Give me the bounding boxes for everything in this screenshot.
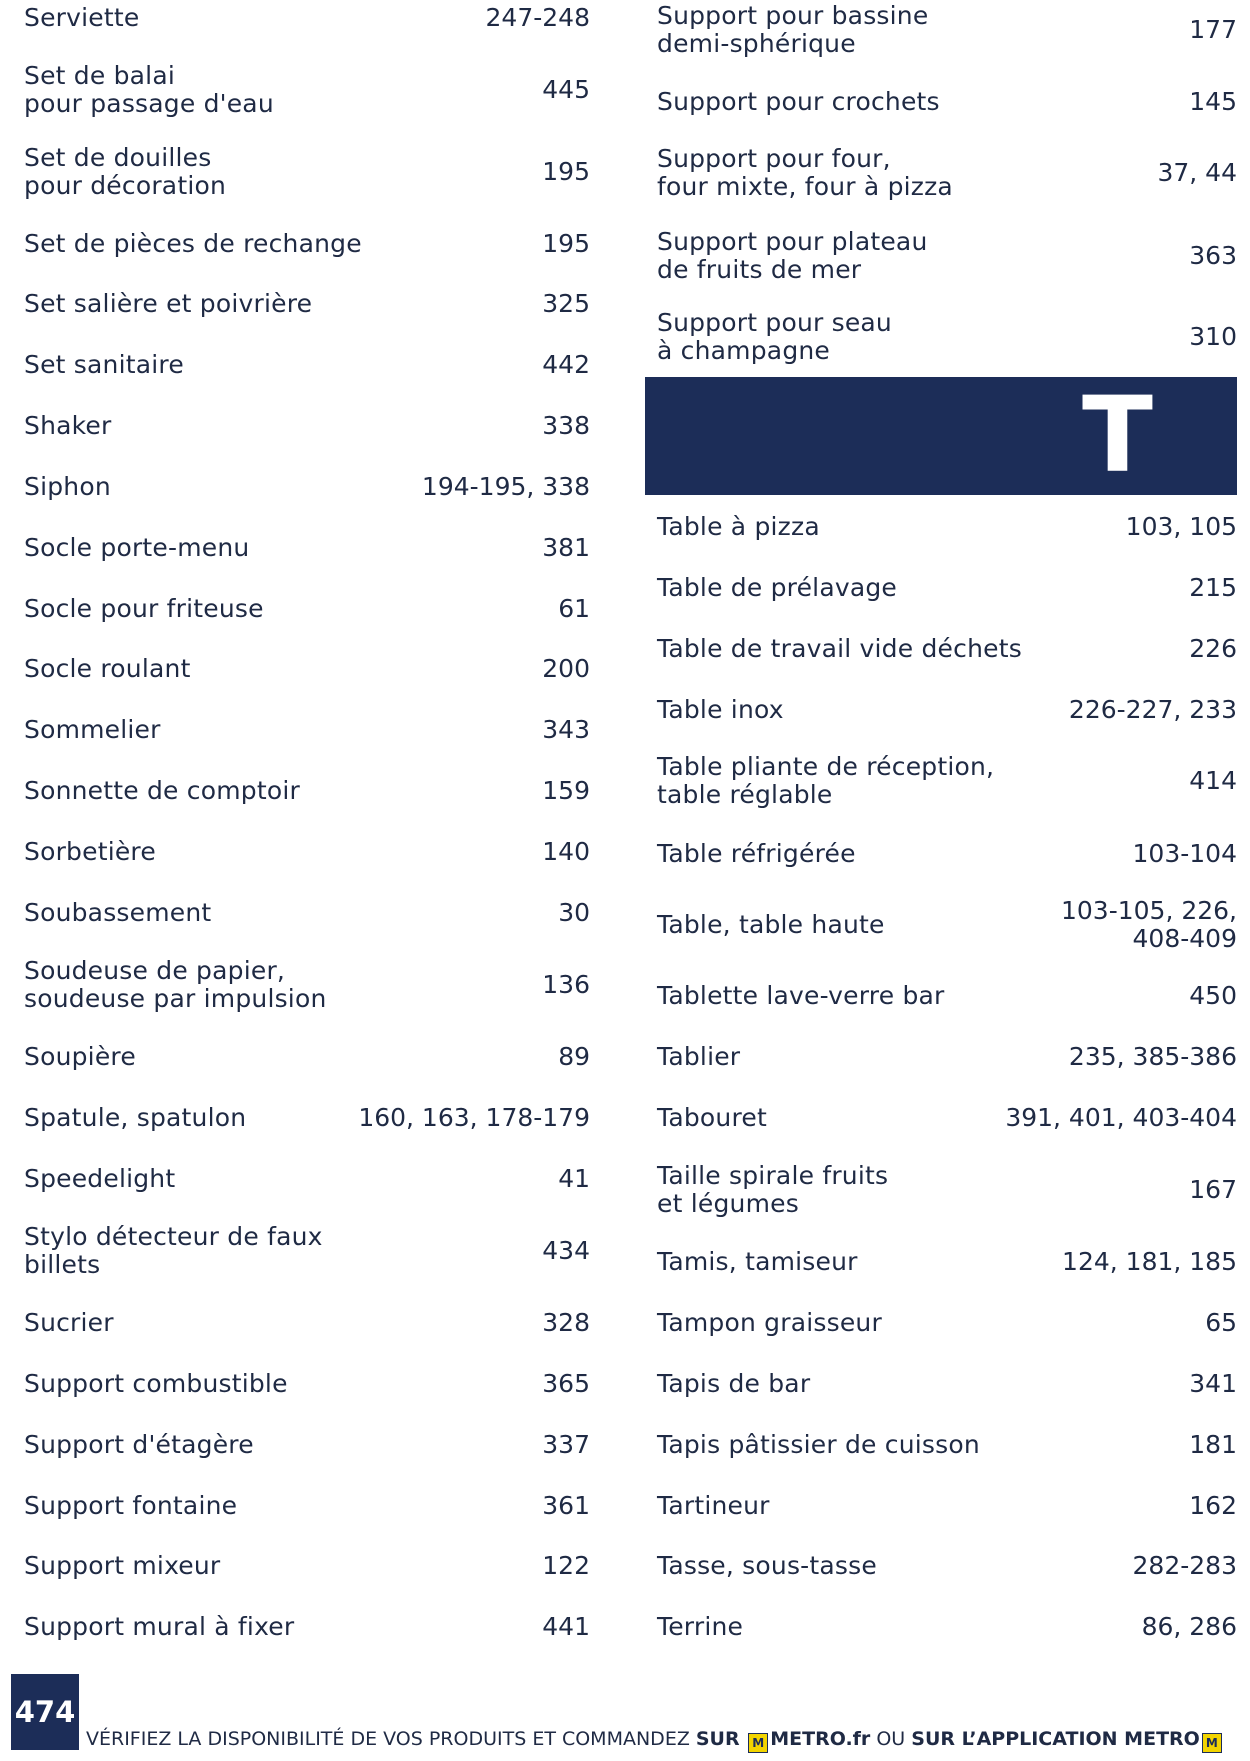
entry-name: Sucrier bbox=[24, 1308, 114, 1337]
index-entry bbox=[0, 1027, 602, 1087]
footer-text-part2: OU bbox=[870, 1728, 912, 1750]
entry-name: Table, table haute bbox=[657, 910, 885, 939]
section-letter-banner bbox=[645, 374, 1237, 496]
entry-pages: 194-195, 338 bbox=[421, 472, 590, 501]
index-entry bbox=[645, 1597, 1250, 1657]
entry-pages: 247-248 bbox=[485, 3, 590, 32]
page-number: 474 bbox=[14, 1695, 76, 1729]
metro-app-logo-icon: M bbox=[1202, 1733, 1222, 1753]
entry-name: Tablier bbox=[657, 1042, 741, 1071]
entry-name: Table de prélavage bbox=[657, 573, 898, 602]
entry-name: Table pliante de réception, table réglable bbox=[657, 752, 995, 809]
index-entry bbox=[645, 226, 1250, 286]
entry-name: Set de pièces de rechange bbox=[24, 229, 362, 258]
entry-pages: 450 bbox=[1189, 981, 1237, 1010]
entry-pages: 89 bbox=[558, 1042, 590, 1071]
entry-pages: 381 bbox=[542, 533, 590, 562]
entry-name: Support d'étagère bbox=[24, 1430, 254, 1459]
entry-name: Sommelier bbox=[24, 715, 161, 744]
index-entry bbox=[0, 955, 602, 1015]
entry-name: Spatule, spatulon bbox=[24, 1103, 247, 1132]
entry-pages: 167 bbox=[1189, 1175, 1237, 1204]
entry-name: Support pour crochets bbox=[657, 87, 940, 116]
entry-name: Support combustible bbox=[24, 1369, 288, 1398]
entry-name: Tapis de bar bbox=[657, 1369, 811, 1398]
index-entry bbox=[0, 0, 602, 48]
entry-name: Set de douilles pour décoration bbox=[24, 143, 227, 200]
entry-pages: 310 bbox=[1189, 322, 1237, 351]
entry-name: Socle porte-menu bbox=[24, 533, 250, 562]
entry-name: Support mixeur bbox=[24, 1551, 221, 1580]
index-entry bbox=[0, 579, 602, 639]
entry-pages: 215 bbox=[1189, 573, 1237, 602]
entry-pages: 434 bbox=[542, 1236, 590, 1265]
entry-name: Socle roulant bbox=[24, 654, 191, 683]
entry-name: Table de travail vide déchets bbox=[657, 634, 1022, 663]
entry-name: Soubassement bbox=[24, 898, 212, 927]
index-entry bbox=[645, 619, 1250, 679]
entry-name: Siphon bbox=[24, 472, 111, 501]
index-entry bbox=[645, 1160, 1250, 1220]
entry-pages: 341 bbox=[1189, 1369, 1237, 1398]
entry-pages: 343 bbox=[542, 715, 590, 744]
entry-name: Tasse, sous-tasse bbox=[657, 1551, 877, 1580]
footer-text-bold3: SUR L’APPLICATION METRO bbox=[911, 1728, 1200, 1750]
entry-name: Socle pour friteuse bbox=[24, 594, 264, 623]
entry-name: Set de balai pour passage d'eau bbox=[24, 61, 274, 118]
index-entry bbox=[0, 214, 602, 274]
entry-name: Support fontaine bbox=[24, 1491, 238, 1520]
entry-name: Support pour seau à champagne bbox=[657, 308, 892, 365]
entry-pages: 325 bbox=[542, 289, 590, 318]
entry-pages: 445 bbox=[542, 75, 590, 104]
entry-name: Tablette lave-verre bar bbox=[657, 981, 945, 1010]
index-entry bbox=[645, 497, 1250, 557]
index-entry bbox=[0, 1415, 602, 1475]
entry-pages: 226-227, 233 bbox=[1068, 695, 1237, 724]
index-entry bbox=[0, 335, 602, 395]
index-entry bbox=[645, 966, 1250, 1026]
index-entry bbox=[0, 396, 602, 456]
entry-name: Set sanitaire bbox=[24, 350, 184, 379]
index-entry bbox=[645, 1354, 1250, 1414]
footer-text bbox=[86, 1728, 1224, 1753]
entry-pages: 65 bbox=[1205, 1308, 1237, 1337]
entry-pages: 337 bbox=[542, 1430, 590, 1459]
index-entry bbox=[645, 895, 1250, 955]
entry-pages: 103-105, 226, 408-409 bbox=[1060, 896, 1237, 953]
entry-pages: 282-283 bbox=[1132, 1551, 1237, 1580]
entry-pages: 328 bbox=[542, 1308, 590, 1337]
entry-name: Tabouret bbox=[657, 1103, 767, 1132]
entry-name: Support pour four, four mixte, four à pizza bbox=[657, 144, 953, 201]
entry-pages: 140 bbox=[542, 837, 590, 866]
entry-pages: 441 bbox=[542, 1612, 590, 1641]
index-entry bbox=[0, 1354, 602, 1414]
entry-pages: 103-104 bbox=[1132, 839, 1237, 868]
entry-name: Soupière bbox=[24, 1042, 136, 1071]
entry-pages: 145 bbox=[1189, 87, 1237, 116]
index-entry bbox=[0, 518, 602, 578]
index-entry bbox=[0, 1597, 602, 1657]
index-entry bbox=[0, 1149, 602, 1209]
index-entry bbox=[645, 1476, 1250, 1536]
entry-name: Table à pizza bbox=[657, 512, 820, 541]
index-entry bbox=[0, 1476, 602, 1536]
index-entry bbox=[645, 143, 1250, 203]
entry-pages: 361 bbox=[542, 1491, 590, 1520]
entry-pages: 365 bbox=[542, 1369, 590, 1398]
entry-pages: 414 bbox=[1189, 766, 1237, 795]
entry-name: Speedelight bbox=[24, 1164, 176, 1193]
entry-name: Tampon graisseur bbox=[657, 1308, 882, 1337]
index-entry bbox=[0, 1536, 602, 1596]
index-entry bbox=[0, 822, 602, 882]
entry-name: Support pour bassine demi-sphérique bbox=[657, 1, 929, 58]
index-entry bbox=[645, 1027, 1250, 1087]
entry-name: Stylo détecteur de faux billets bbox=[24, 1222, 323, 1279]
entry-pages: 124, 181, 185 bbox=[1062, 1247, 1237, 1276]
entry-pages: 162 bbox=[1189, 1491, 1237, 1520]
entry-pages: 159 bbox=[542, 776, 590, 805]
entry-pages: 61 bbox=[558, 594, 590, 623]
entry-name: Shaker bbox=[24, 411, 112, 440]
index-entry bbox=[645, 824, 1250, 884]
entry-pages: 122 bbox=[542, 1551, 590, 1580]
index-entry bbox=[0, 1088, 602, 1148]
entry-pages: 30 bbox=[558, 898, 590, 927]
entry-pages: 195 bbox=[542, 157, 590, 186]
entry-pages: 136 bbox=[542, 970, 590, 999]
footer-text-part1: VÉRIFIEZ LA DISPONIBILITÉ DE VOS PRODUITS ET COMMANDEZ bbox=[86, 1728, 696, 1750]
entry-name: Support mural à fixer bbox=[24, 1612, 295, 1641]
entry-pages: 41 bbox=[558, 1164, 590, 1193]
entry-pages: 391, 401, 403-404 bbox=[1005, 1103, 1237, 1132]
footer-text-bold1: SUR bbox=[695, 1728, 747, 1750]
index-entry bbox=[0, 639, 602, 699]
entry-name: Support pour plateau de fruits de mer bbox=[657, 227, 928, 284]
index-entry bbox=[0, 457, 602, 517]
entry-pages: 37, 44 bbox=[1157, 158, 1237, 187]
entry-name: Tamis, tamiseur bbox=[657, 1247, 858, 1276]
entry-name: Terrine bbox=[657, 1612, 744, 1641]
entry-name: Table inox bbox=[657, 695, 784, 724]
entry-pages: 235, 385-386 bbox=[1068, 1042, 1237, 1071]
entry-pages: 200 bbox=[542, 654, 590, 683]
entry-pages: 160, 163, 178-179 bbox=[358, 1103, 590, 1132]
entry-pages: 338 bbox=[542, 411, 590, 440]
index-entry bbox=[0, 1293, 602, 1353]
index-entry bbox=[645, 0, 1250, 60]
index-entry bbox=[0, 142, 602, 202]
index-entry bbox=[0, 274, 602, 334]
metro-logo-icon: M bbox=[748, 1733, 768, 1753]
entry-pages: 226 bbox=[1189, 634, 1237, 663]
entry-name: Tartineur bbox=[657, 1491, 770, 1520]
index-entry bbox=[0, 1221, 602, 1281]
entry-pages: 86, 286 bbox=[1141, 1612, 1237, 1641]
index-entry bbox=[645, 307, 1250, 367]
entry-pages: 103, 105 bbox=[1125, 512, 1237, 541]
index-entry bbox=[645, 1415, 1250, 1475]
entry-name: Tapis pâtissier de cuisson bbox=[657, 1430, 980, 1459]
section-letter: T bbox=[1082, 374, 1153, 496]
index-entry bbox=[645, 751, 1250, 811]
index-entry bbox=[645, 1232, 1250, 1292]
entry-pages: 177 bbox=[1189, 15, 1237, 44]
entry-pages: 442 bbox=[542, 350, 590, 379]
entry-name: Table réfrigérée bbox=[657, 839, 856, 868]
entry-pages: 363 bbox=[1189, 241, 1237, 270]
index-entry bbox=[645, 1088, 1250, 1148]
index-entry bbox=[0, 60, 602, 120]
index-entry bbox=[645, 558, 1250, 618]
entry-name: Set salière et poivrière bbox=[24, 289, 313, 318]
entry-name: Taille spirale fruits et légumes bbox=[657, 1161, 889, 1218]
entry-name: Soudeuse de papier, soudeuse par impulsion bbox=[24, 956, 327, 1013]
entry-pages: 195 bbox=[542, 229, 590, 258]
index-entry bbox=[0, 700, 602, 760]
index-entry bbox=[0, 761, 602, 821]
index-entry bbox=[0, 883, 602, 943]
footer-link-metro[interactable]: METRO.fr bbox=[770, 1728, 871, 1750]
index-entry bbox=[645, 1536, 1250, 1596]
page-number-box bbox=[11, 1674, 79, 1750]
entry-pages: 181 bbox=[1189, 1430, 1237, 1459]
index-entry bbox=[645, 1293, 1250, 1353]
index-entry bbox=[645, 680, 1250, 740]
entry-name: Serviette bbox=[24, 3, 140, 32]
entry-name: Sonnette de comptoir bbox=[24, 776, 300, 805]
entry-name: Sorbetière bbox=[24, 837, 156, 866]
index-entry bbox=[645, 72, 1250, 132]
footer bbox=[0, 1674, 1250, 1761]
